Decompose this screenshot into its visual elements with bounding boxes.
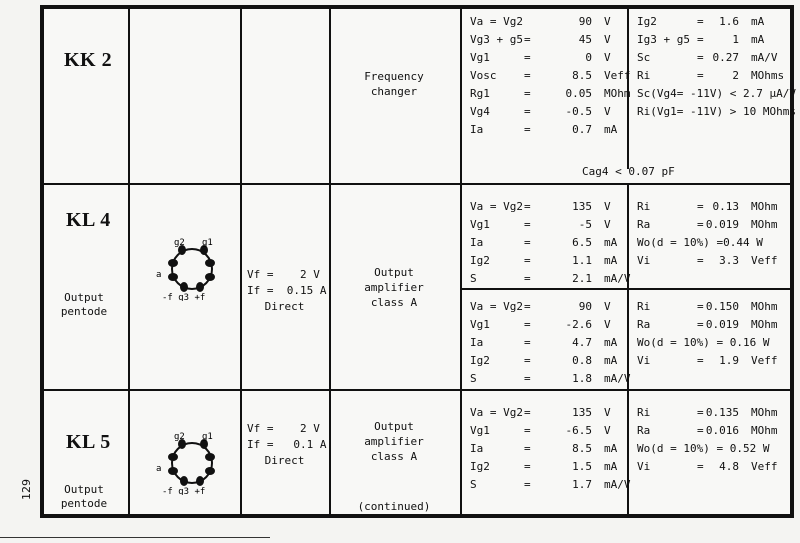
param-name: Wo(d = 10%) = 0.16 W [637,336,770,349]
socket-pin-diagram [154,237,230,301]
param-value: 1.9 [719,354,739,367]
param-equals: = [524,236,531,249]
param-name: Vi [637,354,651,367]
param-unit: Veff [751,354,778,367]
param-value: 90 [578,15,592,28]
param-equals: = [697,33,704,46]
param-name: Ia [470,442,484,455]
param-equals: = [524,354,531,367]
param-value: 1.8 [572,372,592,385]
param-value: 90 [578,300,592,313]
param-name: Vg3 + g5 [470,33,523,46]
param-unit: mA [604,236,618,249]
param-name: Sc(Vg4= -11V) < 2.7 µA/V [637,87,796,100]
param-name: Ia [470,336,484,349]
row-divider [44,183,790,185]
param-value: 135 [572,406,592,419]
column-divider [240,9,242,514]
param-value: 0.27 [712,51,739,64]
filament-current: If = 0.15 A [247,284,327,297]
param-unit: V [604,300,611,313]
param-equals: = [524,87,531,100]
tube-name: KL 4 [66,209,111,231]
param-value: 2.1 [572,272,592,285]
param-equals: = [524,218,531,231]
param-unit: MOhm [604,87,631,100]
param-equals: = [524,272,531,285]
param-value: 0 [585,51,592,64]
param-equals: = [697,406,704,419]
param-value: -0.5 [565,105,592,118]
param-value: 1.1 [572,254,592,267]
param-value: 4.7 [572,336,592,349]
param-equals: = [524,51,531,64]
param-name: Ri(Vg1= -11V) > 10 MOhms [637,105,796,118]
param-name: Vg1 [470,218,490,231]
column-divider [627,185,629,514]
param-name: Ig2 [470,354,490,367]
page-number: 129 [20,479,33,500]
param-name: Vi [637,460,651,473]
continued-note: (continued) [357,500,431,513]
param-unit: V [604,51,611,64]
param-unit: V [604,200,611,213]
param-unit: mA/V [604,372,631,385]
param-unit: mA [604,460,618,473]
param-unit: mA/V [604,272,631,285]
param-name: Ra [637,318,651,331]
param-name: Vg4 [470,105,490,118]
param-equals: = [524,460,531,473]
tube-description: Output pentode [60,291,108,318]
tube-description: Output pentode [60,483,108,510]
param-value: 0.8 [572,354,592,367]
param-unit: mA/V [604,478,631,491]
param-value: 45 [578,33,592,46]
param-equals: = [697,51,704,64]
param-name: Va = Vg2 [470,300,523,313]
param-unit: Veff [751,460,778,473]
param-name: Va = Vg2 [470,15,523,28]
param-equals: = [697,69,704,82]
param-value: 6.5 [572,236,592,249]
svg-text:g2: g2 [174,432,185,442]
param-value: 0.019 [705,218,739,231]
param-name: S [470,272,477,285]
param-unit: MOhm [751,424,778,437]
param-equals: = [697,300,704,313]
param-value: 0.016 [705,424,739,437]
param-equals: = [524,200,531,213]
param-value: -6.5 [565,424,592,437]
param-equals: = [524,123,531,136]
param-equals: = [524,33,531,46]
param-unit: MOhm [751,200,778,213]
param-name: S [470,478,477,491]
param-name: Wo(d = 10%) = 0.52 W [637,442,770,455]
param-equals: = [697,354,704,367]
param-unit: V [604,406,611,419]
svg-text:g1: g1 [202,238,213,248]
param-value: 0.05 [565,87,592,100]
svg-text:g2: g2 [174,238,185,248]
param-equals: = [697,460,704,473]
param-name: Ig3 + g5 [637,33,690,46]
param-unit: V [604,318,611,331]
param-value: 2 [732,69,739,82]
param-equals: = [524,69,531,82]
tube-name: KL 5 [66,431,111,453]
svg-text:a: a [156,464,162,474]
param-value: 0.150 [705,300,739,313]
param-name: Va = Vg2 [470,200,523,213]
tube-function: Output amplifier class A [364,420,424,463]
param-equals: = [524,424,531,437]
param-value: 0.135 [705,406,739,419]
param-equals: = [524,406,531,419]
filament-voltage: Vf = 2 V [247,268,320,281]
param-name: Vg1 [470,51,490,64]
param-equals: = [697,218,704,231]
param-name: Ra [637,218,651,231]
param-value: 1.7 [572,478,592,491]
param-unit: Veff [604,69,631,82]
param-name: Ig2 [637,15,657,28]
column-divider [329,9,331,514]
param-name: Ig2 [470,254,490,267]
param-name: Vosc [470,69,497,82]
param-unit: mA [604,336,618,349]
param-unit: MOhm [751,406,778,419]
heating-mode: Direct [264,300,305,313]
param-value: -2.6 [565,318,592,331]
param-value: -5 [578,218,592,231]
param-name: Ri [637,69,651,82]
param-name: Ia [470,123,484,136]
column-divider [128,9,130,514]
filament-voltage: Vf = 2 V [247,422,320,435]
svg-text:g1: g1 [202,432,213,442]
socket-pin-diagram [154,431,230,495]
param-name: Vi [637,254,651,267]
param-equals: = [524,105,531,118]
param-equals: = [524,372,531,385]
param-value: 1 [732,33,739,46]
param-unit: mA [604,123,618,136]
param-value: 8.5 [572,442,592,455]
param-unit: mA [604,254,618,267]
page-edge-line [0,537,270,538]
param-name: Ri [637,406,651,419]
param-value: 0.019 [705,318,739,331]
param-value: 1.6 [719,15,739,28]
param-unit: mA [604,442,618,455]
capacitance-note: Cag4 < 0.07 pF [582,165,675,178]
param-unit: V [604,105,611,118]
param-value: 0.13 [712,200,739,213]
param-unit: mA [604,354,618,367]
param-value: 8.5 [572,69,592,82]
param-name: S [470,372,477,385]
param-name: Vg1 [470,424,490,437]
param-equals: = [524,336,531,349]
param-equals: = [524,300,531,313]
param-name: Wo(d = 10%) =0.44 W [637,236,763,249]
filament-current: If = 0.1 A [247,438,327,451]
param-equals: = [697,424,704,437]
param-unit: MOhm [751,318,778,331]
param-unit: V [604,33,611,46]
param-equals: = [697,254,704,267]
param-value: 1.5 [572,460,592,473]
tube-function: Output amplifier class A [364,266,424,309]
param-unit: Veff [751,254,778,267]
param-equals: = [697,15,704,28]
param-name: Rg1 [470,87,490,100]
param-name: Ia [470,236,484,249]
param-value: 135 [572,200,592,213]
heating-mode: Direct [264,454,305,467]
param-unit: MOhm [751,300,778,313]
param-equals: = [697,200,704,213]
param-equals: = [524,254,531,267]
param-unit: V [604,218,611,231]
param-unit: MOhm [751,218,778,231]
row-divider [460,288,790,290]
param-unit: mA [751,15,765,28]
svg-text:-f g3 +f: -f g3 +f [162,293,206,301]
svg-text:a: a [156,270,162,280]
tube-function: Frequency changer [364,70,424,98]
param-name: Ri [637,300,651,313]
param-name: Ra [637,424,651,437]
param-value: 4.8 [719,460,739,473]
param-value: 3.3 [719,254,739,267]
param-name: Va = Vg2 [470,406,523,419]
param-equals: = [524,442,531,455]
param-equals: = [524,478,531,491]
param-equals: = [524,318,531,331]
tube-data-table [40,5,794,518]
param-name: Sc [637,51,651,64]
param-unit: mA/V [751,51,778,64]
param-unit: MOhms [751,69,785,82]
param-value: 0.7 [572,123,592,136]
param-unit: V [604,424,611,437]
param-unit: V [604,15,611,28]
param-name: Ri [637,200,651,213]
param-unit: mA [751,33,765,46]
svg-text:-f g3 +f: -f g3 +f [162,487,206,495]
column-divider [460,9,462,514]
param-name: Ig2 [470,460,490,473]
row-divider [44,389,790,391]
tube-name: KK 2 [64,49,113,71]
param-equals: = [697,318,704,331]
param-name: Vg1 [470,318,490,331]
